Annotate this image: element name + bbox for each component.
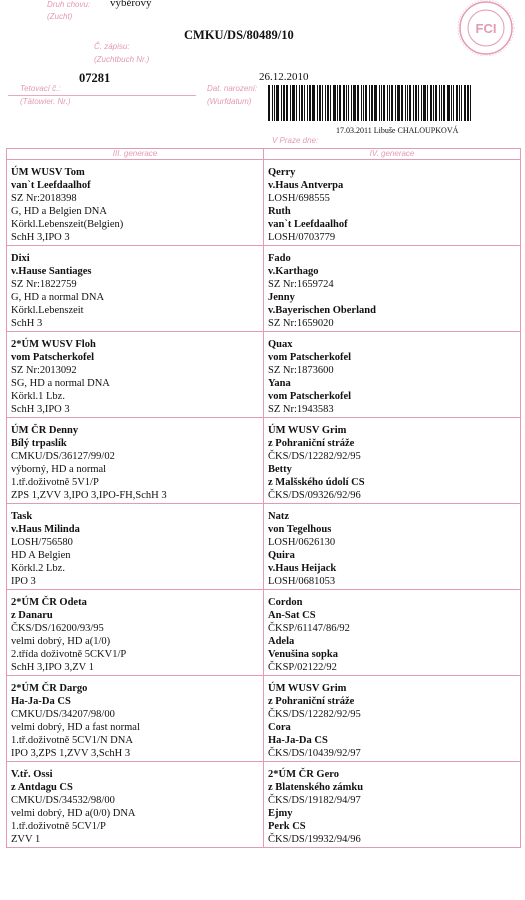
barcode-bar [312, 85, 315, 121]
dog-detail-line: G, HD a Belgien DNA [11, 206, 107, 217]
dog-detail-line: ČKS/DS/19182/94/97 [268, 795, 361, 806]
generation-3-entry [7, 246, 263, 331]
barcode-bar [351, 85, 352, 121]
barcode-bar [387, 85, 388, 121]
barcode-bar [357, 85, 359, 121]
dog-name-line: Cora [268, 722, 291, 733]
tattoo-label-de: (Tätowier. Nr.) [20, 97, 71, 106]
dog-detail-line: SchH 3,IPO 3,ZV 1 [11, 662, 94, 673]
barcode-bar [456, 85, 458, 121]
barcode-bar [371, 85, 373, 121]
dog-name-line: Ruth [268, 206, 291, 217]
barcode-bar [348, 85, 349, 121]
dog-name-line: Venušina sopka [268, 649, 338, 660]
dog-detail-line: Körkl.Lebenszeit(Belgien) [11, 219, 124, 230]
dog-detail-line: ČKS/DS/12282/92/95 [268, 709, 361, 720]
dog-name-line: Ejmy [268, 808, 293, 819]
pedigree-row [7, 418, 521, 504]
barcode-bar [327, 85, 329, 121]
dog-name-line: v.Karthago [268, 266, 319, 277]
dog-name-line: Jenny [268, 292, 295, 303]
tattoo-number: 07281 [79, 71, 111, 85]
pedigree-row [7, 160, 521, 246]
barcode-bar [447, 85, 450, 121]
barcode-bar [365, 85, 367, 121]
barcode-bar [413, 85, 414, 121]
generation-3-entry [7, 590, 263, 675]
column-header-generation-3: III. generace [7, 149, 264, 160]
dog-name-line: van`t Leefdaalhof [268, 219, 348, 230]
dog-name-line: ÚM WUSV Grim [268, 425, 347, 436]
barcode-bar [439, 85, 440, 121]
birth-date-label-de: (Wurfdatum) [207, 97, 252, 106]
barcode-bar [381, 85, 382, 121]
dog-detail-line: Körkl.1 Lbz. [11, 391, 65, 402]
dog-name-line: Betty [268, 464, 292, 475]
dog-name-line: vom Patscherkofel [268, 352, 352, 363]
dog-name-line: v.Haus Antverpa [268, 180, 344, 191]
dog-detail-line: ZVV 1 [11, 834, 41, 845]
dog-detail-line: ČKSP/02122/92 [268, 662, 337, 673]
birth-date-label: Dat. narození: [207, 84, 258, 93]
dog-detail-line: SZ Nr:2018398 [11, 193, 77, 204]
fci-logo [457, 0, 515, 56]
barcode-bar [443, 85, 445, 121]
dog-detail-line: 1.tř.doživotně 5CV1/N DNA [11, 735, 133, 746]
issued-line: 17.03.2011 Libuše CHALOUPKOVÁ [336, 126, 459, 135]
dog-detail-line: SZ Nr:1822759 [11, 279, 77, 290]
dog-name-line: z Antdagu CS [11, 782, 73, 793]
dog-name-line: Ha-Ja-Da CS [268, 735, 328, 746]
barcode-bar [276, 85, 279, 121]
dog-detail-line: velmi dobrý, HD a(1/0) [11, 636, 111, 647]
dog-detail-line: ČKS/DS/10439/92/97 [268, 748, 361, 759]
dog-detail-line: SZ Nr:1659724 [268, 279, 334, 290]
generation-3-entry [7, 160, 263, 245]
barcode-bar [268, 85, 270, 121]
dog-name-line: V.tř. Ossi [11, 769, 53, 780]
pedigree-table [6, 148, 521, 848]
barcode-bar [451, 85, 452, 121]
pedigree-row [7, 676, 521, 762]
barcode-bar [418, 85, 419, 121]
barcode-bar [423, 85, 426, 121]
barcode-bar [272, 85, 273, 121]
pedigree-row [7, 590, 521, 676]
barcode-bar [435, 85, 437, 121]
dog-detail-line: CMKU/DS/36127/99/02 [11, 451, 115, 462]
generation-4-entry [264, 418, 520, 503]
barcode-bar [307, 85, 308, 121]
dog-name-line: Bílý trpaslík [11, 438, 67, 449]
dog-detail-line: velmi dobrý, HD a fast normal [11, 722, 140, 733]
dog-name-line: z Pohraniční stráže [268, 438, 355, 449]
registry-label: Č. zápisu: [94, 42, 130, 51]
generation-3-entry [7, 762, 263, 847]
registry-number: CMKU/DS/80489/10 [184, 28, 294, 42]
breed-kind-label-de: (Zucht) [47, 12, 73, 21]
barcode-bar [405, 85, 406, 121]
barcode-bar [330, 85, 331, 121]
barcode-bar [397, 85, 400, 121]
dog-detail-line: SZ Nr:1943583 [268, 404, 334, 415]
generation-3-entry [7, 332, 263, 417]
dog-name-line: 2*ÚM ČR Dargo [11, 683, 88, 694]
dog-detail-line: ZPS 1,ZVV 3,IPO 3,IPO-FH,SchH 3 [11, 490, 167, 501]
generation-3-entry [7, 504, 263, 589]
dog-name-line: Task [11, 511, 33, 522]
tattoo-underline [8, 95, 196, 96]
dog-detail-line: LOSH/756580 [11, 537, 73, 548]
barcode-bar [346, 85, 347, 121]
barcode-bar [317, 85, 318, 121]
barcode-bar [309, 85, 311, 121]
pedigree-row [7, 332, 521, 418]
dog-detail-line: LOSH/0626130 [268, 537, 336, 548]
dog-name-line: Perk CS [268, 821, 306, 832]
barcode-bar [395, 85, 396, 121]
dog-detail-line: SZ Nr:1659020 [268, 318, 334, 329]
dog-detail-line: CMKU/DS/34207/98/00 [11, 709, 115, 720]
issued-place-label: V Praze dne: [272, 136, 319, 145]
barcode-bar [427, 85, 428, 121]
barcode-bar [369, 85, 370, 121]
pedigree-row [7, 762, 521, 848]
dog-name-line: ÚM WUSV Grim [268, 683, 347, 694]
barcode-bar [464, 85, 466, 121]
generation-4-entry [264, 504, 520, 589]
dog-detail-line: Körkl.Lebenszeit [11, 305, 84, 316]
barcode-bar [409, 85, 411, 121]
dog-name-line: 2*ÚM WUSV Floh [11, 339, 96, 350]
dog-detail-line: SchH 3 [11, 318, 43, 329]
dog-detail-line: SZ Nr:2013092 [11, 365, 77, 376]
dog-name-line: Yana [268, 378, 291, 389]
barcode-bar [407, 85, 408, 121]
dog-detail-line: G, HD a normal DNA [11, 292, 105, 303]
dog-name-line: z Danaru [11, 610, 53, 621]
column-header-generation-4: IV. generace [264, 149, 521, 160]
dog-name-line: v.Haus Heijack [268, 563, 337, 574]
dog-detail-line: LOSH/0703779 [268, 232, 336, 243]
dog-detail-line: Körkl.2 Lbz. [11, 563, 65, 574]
dog-name-line: z Blatenského zámku [268, 782, 364, 793]
barcode-bar [304, 85, 305, 121]
barcode-bar [379, 85, 380, 121]
dog-name-line: ÚM ČR Denny [11, 425, 79, 436]
generation-4-entry [264, 332, 520, 417]
barcode-bar [433, 85, 434, 121]
generation-4-entry [264, 160, 520, 245]
barcode-bar [325, 85, 326, 121]
dog-detail-line: SchH 3,IPO 3 [11, 404, 70, 415]
dog-name-line: Qerry [268, 167, 296, 178]
barcode-bar [339, 85, 341, 121]
barcode-bar [322, 85, 323, 121]
dog-name-line: Adela [268, 636, 295, 647]
dog-name-line: v.Hause Santiages [11, 266, 92, 277]
barcode-bar [470, 85, 471, 121]
barcode-bar [281, 85, 282, 121]
barcode-bar [361, 85, 362, 121]
dog-name-line: ÚM WUSV Tom [11, 167, 85, 178]
dog-detail-line: IPO 3,ZPS 1,ZVV 3,SchH 3 [11, 748, 131, 759]
dog-name-line: v.Bayerischen Oberland [268, 305, 376, 316]
dog-detail-line: 1.tř.doživotně 5CV1/P [11, 821, 106, 832]
dog-name-line: Quira [268, 550, 295, 561]
dog-detail-line: ČKS/DS/16200/93/95 [11, 623, 104, 634]
dog-detail-line: SG, HD a normal DNA [11, 378, 110, 389]
dog-detail-line: HD A Belgien [11, 550, 71, 561]
dog-name-line: vom Patscherkofel [11, 352, 95, 363]
dog-detail-line: velmi dobrý, HD a(0/0) DNA [11, 808, 136, 819]
dog-detail-line: LOSH/0681053 [268, 576, 336, 587]
dog-name-line: Natz [268, 511, 289, 522]
dog-name-line: 2*ÚM ČR Gero [268, 769, 339, 780]
barcode-bar [389, 85, 390, 121]
dog-name-line: v.Haus Milinda [11, 524, 80, 535]
barcode-bar [461, 85, 462, 121]
barcode-bar [430, 85, 432, 121]
fci-logo-text: FCI [475, 21, 497, 36]
barcode-bar [441, 85, 442, 121]
barcode-bar [363, 85, 364, 121]
dog-name-line: von Tegelhous [268, 524, 332, 535]
barcode-bar [401, 85, 403, 121]
tattoo-label: Tetovací č.: [20, 84, 61, 93]
generation-4-entry [264, 246, 520, 331]
generation-4-entry [264, 676, 520, 761]
generation-4-entry [264, 590, 520, 675]
generation-3-entry [7, 418, 263, 503]
dog-detail-line: SZ Nr:1873600 [268, 365, 334, 376]
generation-3-entry [7, 676, 263, 761]
barcode-bar [274, 85, 275, 121]
dog-detail-line: LOSH/698555 [268, 193, 330, 204]
dog-detail-line: CMKU/DS/34532/98/00 [11, 795, 115, 806]
barcode-bar [290, 85, 291, 121]
dog-detail-line: ČKSP/61147/86/92 [268, 623, 350, 634]
pedigree-row [7, 504, 521, 590]
barcode [268, 85, 490, 121]
dog-name-line: Fado [268, 253, 291, 264]
generation-4-entry [264, 762, 520, 847]
registry-label-de: (Zuchtbuch Nr.) [94, 55, 150, 64]
dog-name-line: Quax [268, 339, 293, 350]
barcode-bar [374, 85, 377, 121]
dog-detail-line: výborný, HD a normal [11, 464, 107, 475]
dog-name-line: z Pohraniční stráže [268, 696, 355, 707]
barcode-bar [333, 85, 336, 121]
barcode-bar [467, 85, 469, 121]
barcode-bar [383, 85, 385, 121]
dog-detail-line: SchH 3,IPO 3 [11, 232, 70, 243]
barcode-bar [415, 85, 417, 121]
dog-name-line: An-Sat CS [268, 610, 316, 621]
barcode-bar [299, 85, 300, 121]
dog-detail-line: ČKS/DS/12282/92/95 [268, 451, 361, 462]
barcode-bar [337, 85, 338, 121]
barcode-bar [421, 85, 422, 121]
dog-detail-line: ČKS/DS/19932/94/96 [268, 834, 361, 845]
dog-detail-line: 2.třída doživotně 5CKV1/P [11, 649, 127, 660]
barcode-bar [292, 85, 295, 121]
barcode-bar [286, 85, 288, 121]
barcode-bar [319, 85, 321, 121]
dog-detail-line: ČKS/DS/09326/92/96 [268, 490, 361, 501]
birth-date: 26.12.2010 [259, 71, 309, 83]
dog-name-line: Dixi [11, 253, 30, 264]
barcode-bar [296, 85, 297, 121]
dog-name-line: van`t Leefdaalhof [11, 180, 91, 191]
dog-name-line: vom Patscherkofel [268, 391, 352, 402]
pedigree-row [7, 246, 521, 332]
barcode-bar [353, 85, 356, 121]
barcode-bar [391, 85, 393, 121]
dog-name-line: z Malšského údolí CS [268, 477, 365, 488]
barcode-bar [459, 85, 460, 121]
dog-name-line: 2*ÚM ČR Odeta [11, 597, 87, 608]
barcode-bar [301, 85, 303, 121]
breed-kind-label: Druh chovu: [47, 0, 91, 9]
barcode-bar [343, 85, 345, 121]
dog-name-line: Ha-Ja-Da CS [11, 696, 71, 707]
barcode-bar [453, 85, 454, 121]
dog-name-line: Cordon [268, 597, 303, 608]
breed-kind-value: výběrový [110, 0, 152, 9]
dog-detail-line: 1.tř.doživotně 5V1/P [11, 477, 99, 488]
barcode-bar [283, 85, 285, 121]
dog-detail-line: IPO 3 [11, 576, 36, 587]
